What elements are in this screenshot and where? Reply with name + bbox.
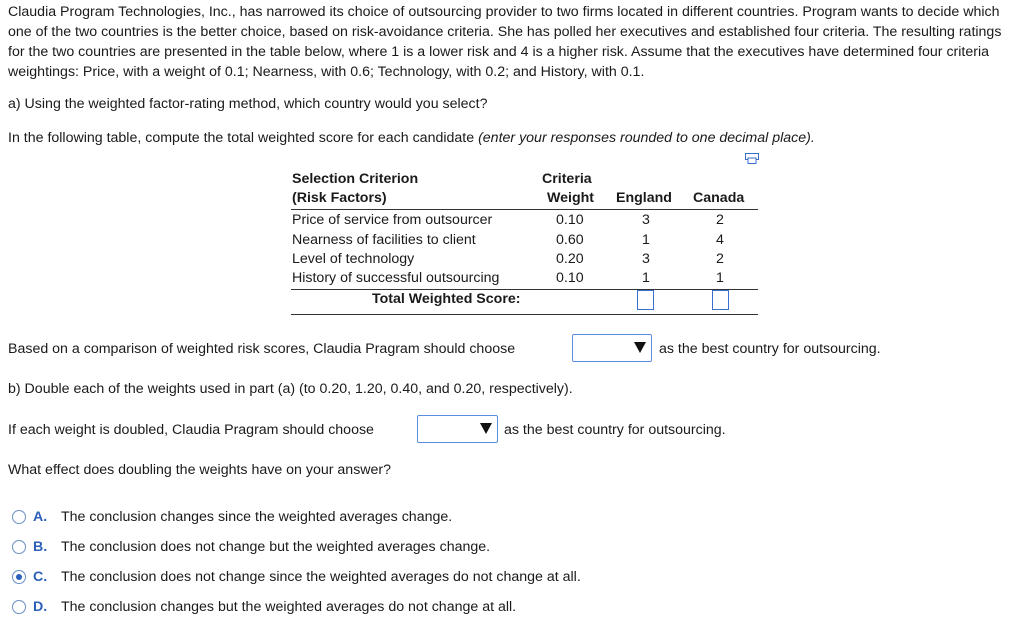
part-b-question: b) Double each of the weights used in part (a) (to 0.20, 1.20, 0.40, and 0.20, respectively). [8, 381, 573, 397]
choice-b-before: If each weight is doubled, Claudia Pragram should choose [8, 422, 374, 438]
effect-question: What effect does doubling the weights have on your answer? [8, 462, 392, 478]
england-total-input[interactable] [637, 290, 654, 310]
row-nearness-england: 1 [642, 232, 650, 248]
radio-a[interactable] [12, 510, 26, 524]
row-technology-weight: 0.20 [556, 251, 584, 267]
row-price-criterion: Price of service from outsourcer [292, 212, 493, 228]
row-price-england: 3 [642, 212, 650, 228]
instruction-italic: (enter your responses rounded to one decimal place). [478, 130, 815, 146]
header-canada: Canada [693, 190, 745, 206]
option-b-text: The conclusion does not change but the weighted averages change. [61, 539, 491, 555]
choice-b-after: as the best country for outsourcing. [504, 422, 726, 438]
row-price-canada: 2 [716, 212, 724, 228]
table-bottom-rule [291, 314, 758, 315]
header-weight: Weight [547, 190, 595, 206]
print-icon[interactable] [745, 153, 759, 164]
row-nearness-criterion: Nearness of facilities to client [292, 232, 476, 248]
table-instruction [8, 130, 815, 146]
option-a-letter: A. [33, 509, 48, 525]
row-history-england: 1 [642, 270, 650, 286]
radio-c[interactable] [12, 570, 26, 584]
radio-b[interactable] [12, 540, 26, 554]
row-nearness-weight: 0.60 [556, 232, 584, 248]
row-history-canada: 1 [716, 270, 724, 286]
chevron-down-icon [634, 342, 646, 353]
radio-d[interactable] [12, 600, 26, 614]
chevron-down-icon [480, 423, 492, 434]
option-b-letter: B. [33, 539, 48, 555]
row-technology-england: 3 [642, 251, 650, 267]
problem-intro: Claudia Program Technologies, Inc., has narrowed its choice of outsourcing provider to two firms located in different countries. Program wants to decide which one of the two countries is the better choice, based on risk-avoidance criteria. She has polled her executives and established four criteria. The resulting ratings for the two countries are presented in the table below, where 1 is a lower risk and 4 is a higher risk. Assume that the executives have determined four criteria weightings: Price, with a weight of 0.1; Nearness, with 0.6; Technology, with 0.2; and History, with 0.1. [8, 4, 1002, 80]
country-select-part-b[interactable] [417, 415, 498, 443]
total-weighted-score-label: Total Weighted Score: [372, 291, 521, 307]
part-a-question: a) Using the weighted factor-rating method, which country would you select? [8, 96, 488, 112]
choice-a-before: Based on a comparison of weighted risk scores, Claudia Pragram should choose [8, 341, 516, 357]
row-technology-canada: 2 [716, 251, 724, 267]
header-divider [291, 209, 758, 210]
row-price-weight: 0.10 [556, 212, 584, 228]
header-england: England [616, 190, 672, 206]
row-technology-criterion: Level of technology [292, 251, 415, 267]
option-d-letter: D. [33, 599, 48, 615]
choice-a-after: as the best country for outsourcing. [659, 341, 881, 357]
row-history-weight: 0.10 [556, 270, 584, 286]
row-nearness-canada: 4 [716, 232, 724, 248]
header-criteria: Criteria [542, 171, 592, 187]
header-selection-criterion: Selection Criterion [292, 171, 419, 187]
option-c-text: The conclusion does not change since the weighted averages do not change at all. [61, 569, 581, 585]
option-d-text: The conclusion changes but the weighted averages do not change at all. [61, 599, 517, 615]
row-history-criterion: History of successful outsourcing [292, 270, 500, 286]
country-select-part-a[interactable] [572, 334, 652, 362]
option-a-text: The conclusion changes since the weighted averages change. [61, 509, 453, 525]
total-divider [291, 289, 758, 290]
header-risk-factors: (Risk Factors) [292, 190, 387, 206]
canada-total-input[interactable] [712, 290, 729, 310]
instruction-main: In the following table, compute the total weighted score for each candidate [8, 130, 479, 146]
option-c-letter: C. [33, 569, 48, 585]
